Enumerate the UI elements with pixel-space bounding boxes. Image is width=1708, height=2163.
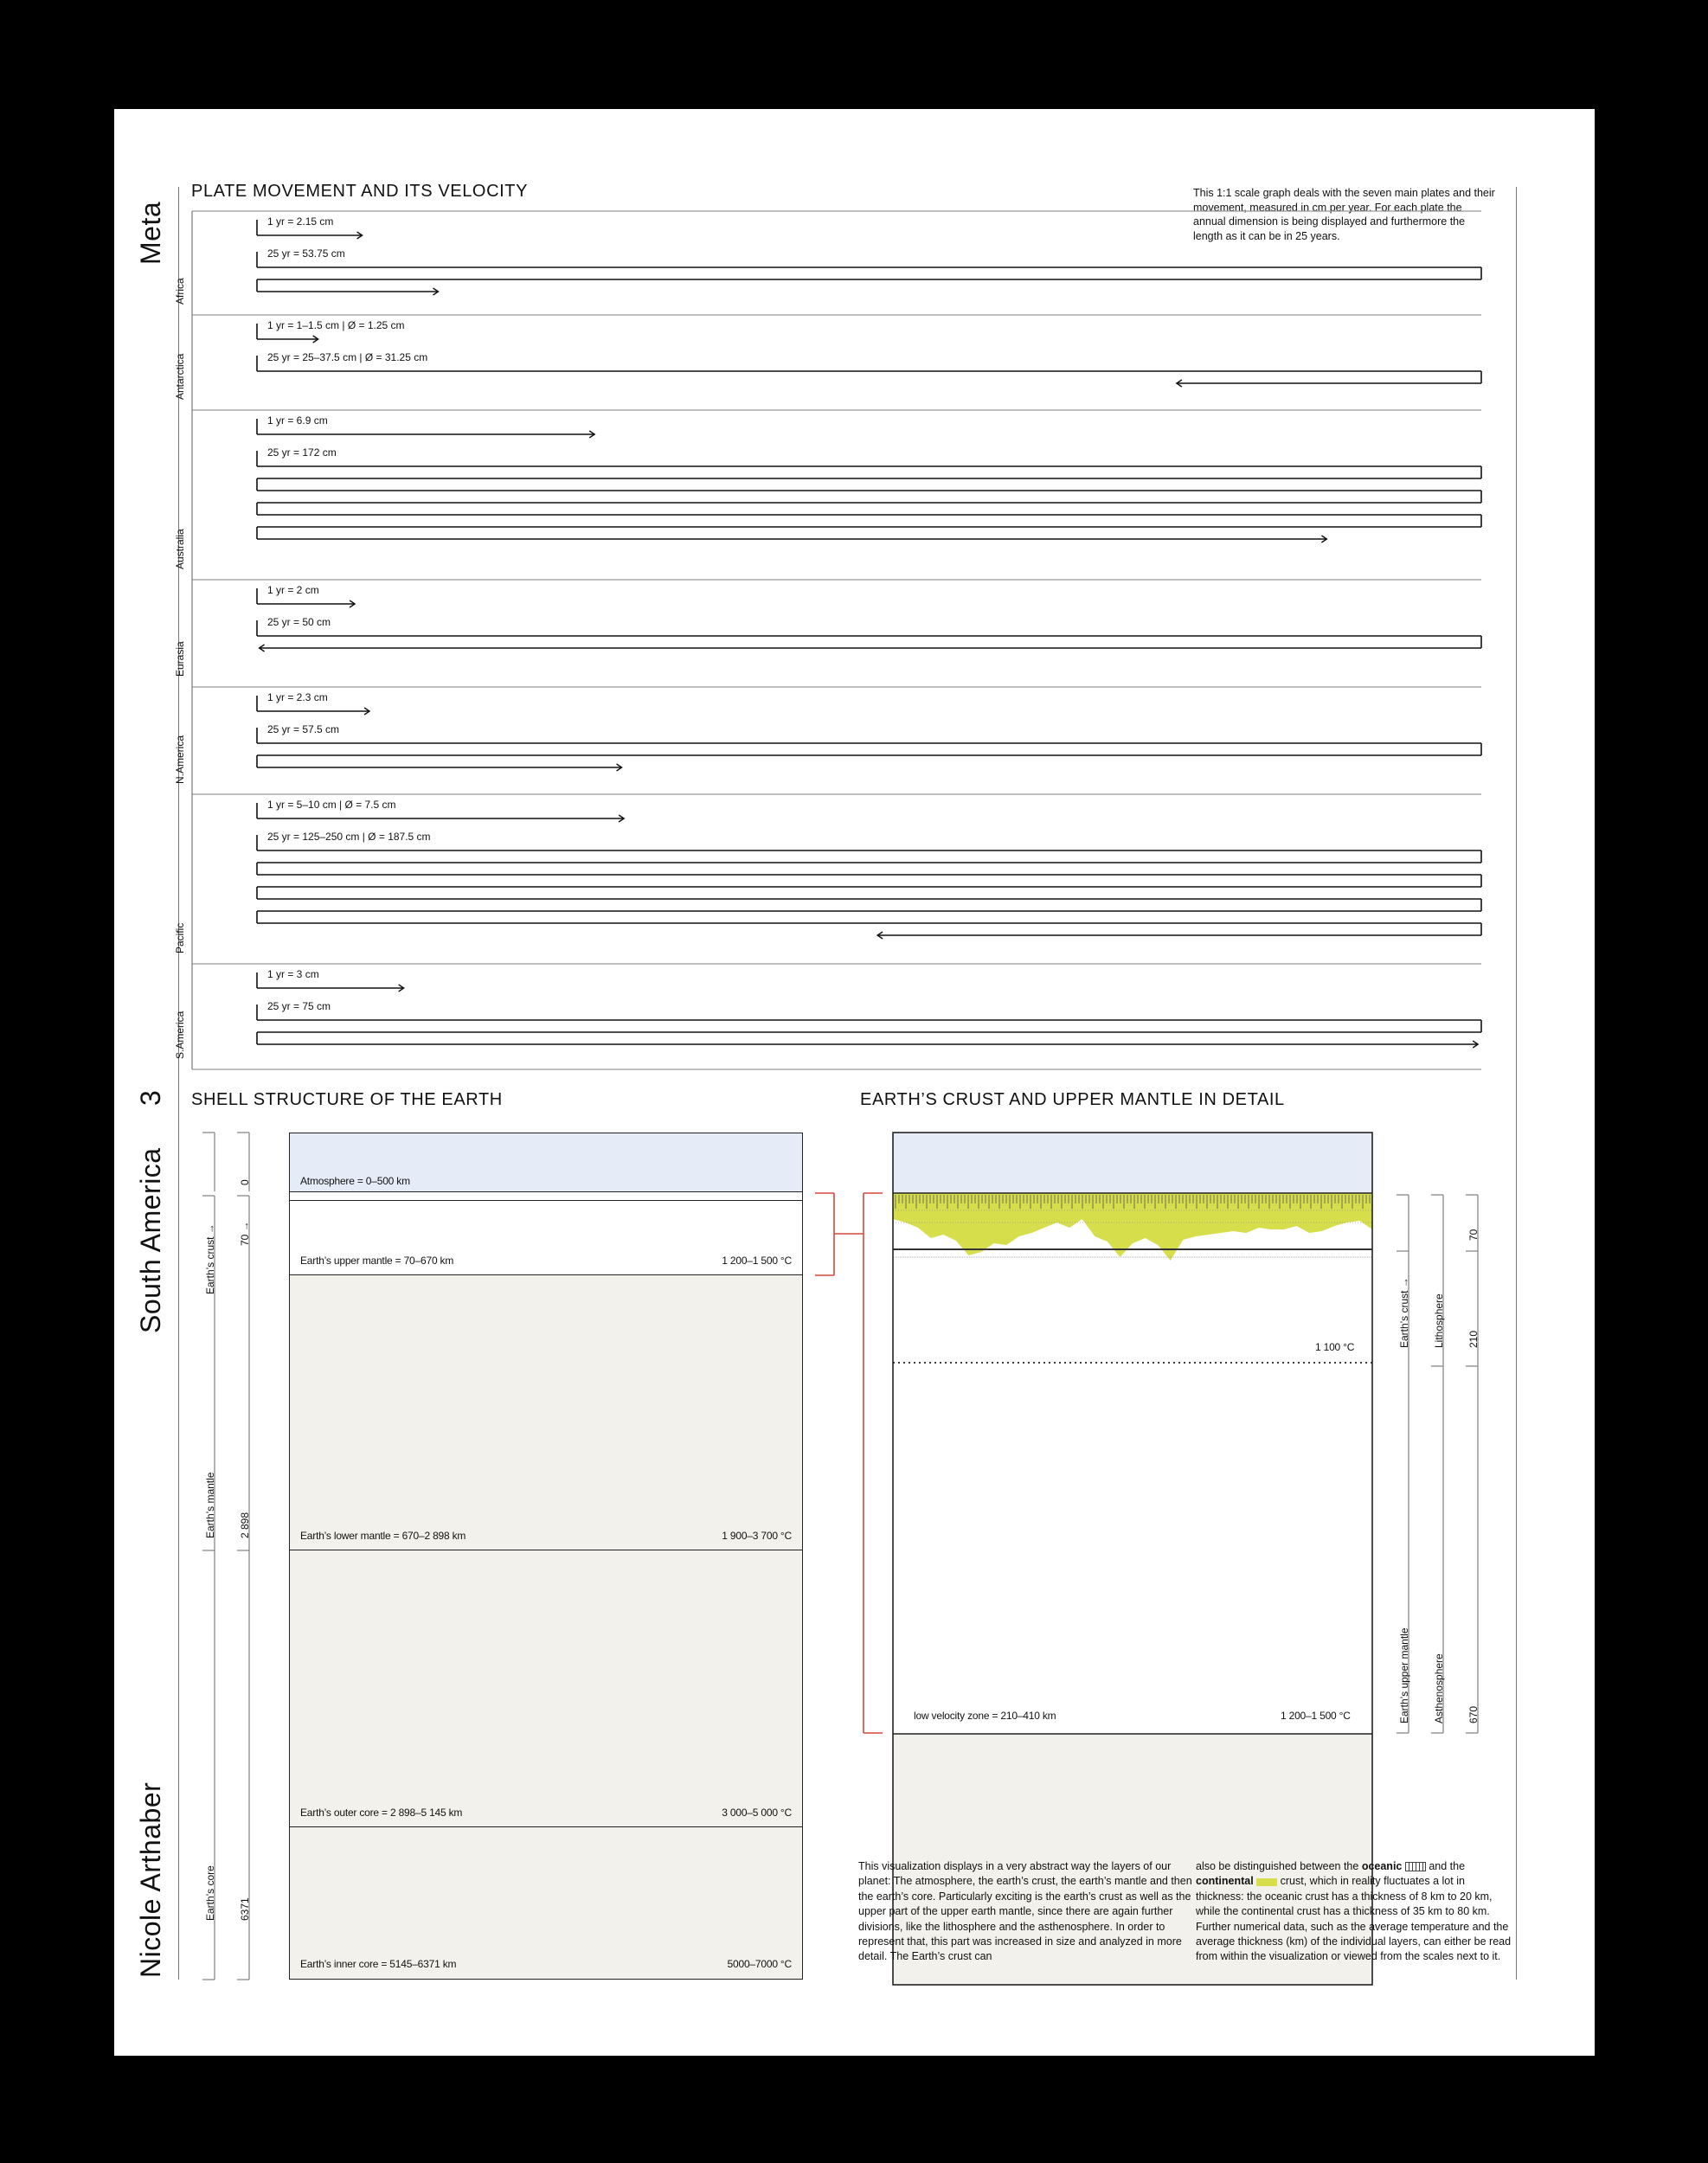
oceanic-swatch-icon <box>1405 1862 1426 1871</box>
one-year-label: 1 yr = 2.15 cm <box>267 215 334 228</box>
scale-mantle-label: Earth’s mantle <box>204 1472 216 1538</box>
layer-outer-core-label: Earth’s outer core = 2 898–5 145 km <box>300 1807 463 1819</box>
twenty-five-year-label: 25 yr = 75 cm <box>267 1000 331 1012</box>
plate-name-antarctica: Antarctica <box>174 353 186 400</box>
one-year-label: 1 yr = 2 cm <box>267 584 319 596</box>
twenty-five-year-label: 25 yr = 172 cm <box>267 446 337 459</box>
one-year-label: 1 yr = 1–1.5 cm | Ø = 1.25 cm <box>267 319 405 331</box>
plate-name-africa: Africa <box>174 278 186 305</box>
low-velocity-zone-temp: 1 200–1 500 °C <box>1281 1710 1351 1722</box>
continental-swatch-icon <box>1256 1878 1277 1886</box>
plate-section-intro: This 1:1 scale graph deals with the seven main plates and their movement, measured in cm per year. For each plate the annual dimension is being displayed and furthermore the length as it can be in 25 years. <box>1193 187 1495 242</box>
layer-lower-mantle-label: Earth’s lower mantle = 670–2 898 km <box>300 1530 466 1542</box>
detail-scale-asthenosphere: Asthenosphere <box>1433 1653 1445 1723</box>
layer-inner-core-label: Earth’s inner core = 5145–6371 km <box>300 1958 457 1970</box>
layer-upper-mantle-temp: 1 200–1 500 °C <box>722 1255 792 1267</box>
scale-core-label: Earth’s core <box>204 1865 216 1921</box>
layer-atmosphere-label: Atmosphere = 0–500 km <box>300 1175 410 1187</box>
plate-section-title: PLATE MOVEMENT AND ITS VELOCITY <box>191 182 529 201</box>
layer-outer-core-temp: 3 000–5 000 °C <box>722 1807 792 1819</box>
one-year-label: 1 yr = 6.9 cm <box>267 414 328 427</box>
detail-section-title: EARTH’S CRUST AND UPPER MANTLE IN DETAIL <box>860 1090 1285 1109</box>
twenty-five-year-label: 25 yr = 125–250 cm | Ø = 187.5 cm <box>267 831 431 843</box>
poster-page <box>114 109 1595 2056</box>
twenty-five-year-label: 25 yr = 50 cm <box>267 616 331 628</box>
oceanic-term: oceanic <box>1361 1860 1403 1872</box>
body-text-col1: This visualization displays in a very abstract way the layers of our planet: The atmosphere, the earth’s crust, the earth’s mantle and then the earth’s core. Particularly exciting is the earth’s crust as well as the upper part of the upper earth mantle, since there are again further divisions, like the lithosphere and the asthenosphere. In order to represent that, this part was increased in size and analyzed in more detail. The Earth’s crust can <box>858 1860 1192 1963</box>
scale-depth-2898: 2 898 <box>239 1512 251 1538</box>
detail-scale-upper-mantle: Earth’s upper mantle <box>1398 1627 1410 1723</box>
scale-depth-0: 0 <box>239 1179 251 1185</box>
scale-crust-label: Earth’s crust → <box>204 1223 216 1294</box>
shell-section-title: SHELL STRUCTURE OF THE EARTH <box>191 1090 503 1109</box>
continental-term: continental <box>1196 1875 1254 1888</box>
plate-name-australia: Australia <box>174 529 186 569</box>
layer-lower-mantle-temp: 1 900–3 700 °C <box>722 1530 792 1542</box>
detail-svg <box>114 109 1595 2056</box>
low-velocity-zone-label: low velocity zone = 210–410 km <box>914 1710 1056 1722</box>
twenty-five-year-label: 25 yr = 25–37.5 cm | Ø = 31.25 cm <box>267 351 428 363</box>
plate-name-pacific: Pacific <box>174 922 186 953</box>
detail-scale-lithosphere: Lithosphere <box>1433 1293 1445 1348</box>
author-name: Nicole Arthaber <box>135 1781 166 1978</box>
section-label: Meta <box>135 201 166 265</box>
twenty-five-year-label: 25 yr = 57.5 cm <box>267 723 340 735</box>
detail-scale-depth-70: 70 <box>1467 1229 1480 1241</box>
twenty-five-year-label: 25 yr = 53.75 cm <box>267 247 345 260</box>
body-text-col2 <box>1196 1859 1514 1965</box>
one-year-label: 1 yr = 3 cm <box>267 968 319 980</box>
detail-upper-mantle <box>893 1193 1372 1734</box>
layer-inner-core-temp: 5000–7000 °C <box>727 1958 792 1970</box>
isotherm-label: 1 100 °C <box>1315 1341 1355 1353</box>
scale-depth-6371: 6371 <box>239 1897 251 1921</box>
detail-scale-crust: Earth’s crust → <box>1398 1277 1410 1348</box>
scale-depth-70: 70 → <box>239 1221 251 1246</box>
one-year-label: 1 yr = 2.3 cm <box>267 691 328 703</box>
one-year-label: 1 yr = 5–10 cm | Ø = 7.5 cm <box>267 799 396 811</box>
country-label: South America <box>135 1147 166 1333</box>
layer-upper-mantle-label: Earth’s upper mantle = 70–670 km <box>300 1255 454 1267</box>
detail-scale-depth-670: 670 <box>1467 1705 1480 1723</box>
detail-scale-depth-210: 210 <box>1467 1330 1480 1348</box>
body-text-col2-post: crust, which in reality fluctuates a lot in thickness: the oceanic crust has a thickness of 8 km to 20 km, while the continental crust has a thickness of 35 km to 80 km. Further numerical data, such as the average temperature and the average thickness (km) of the individual layers, can either be read from within the visualization or viewed from the scales next to it. <box>1196 1875 1512 1963</box>
issue-number: 3 <box>135 1089 166 1106</box>
plate-name-namerica: N.America <box>174 735 186 784</box>
detail-atmosphere <box>893 1133 1372 1193</box>
plate-name-samerica: S.America <box>174 1011 186 1059</box>
body-text-col2-mid: and the <box>1425 1860 1466 1872</box>
body-text-col2-pre: also be distinguished between the <box>1196 1860 1362 1872</box>
plate-name-eurasia: Eurasia <box>174 641 186 677</box>
